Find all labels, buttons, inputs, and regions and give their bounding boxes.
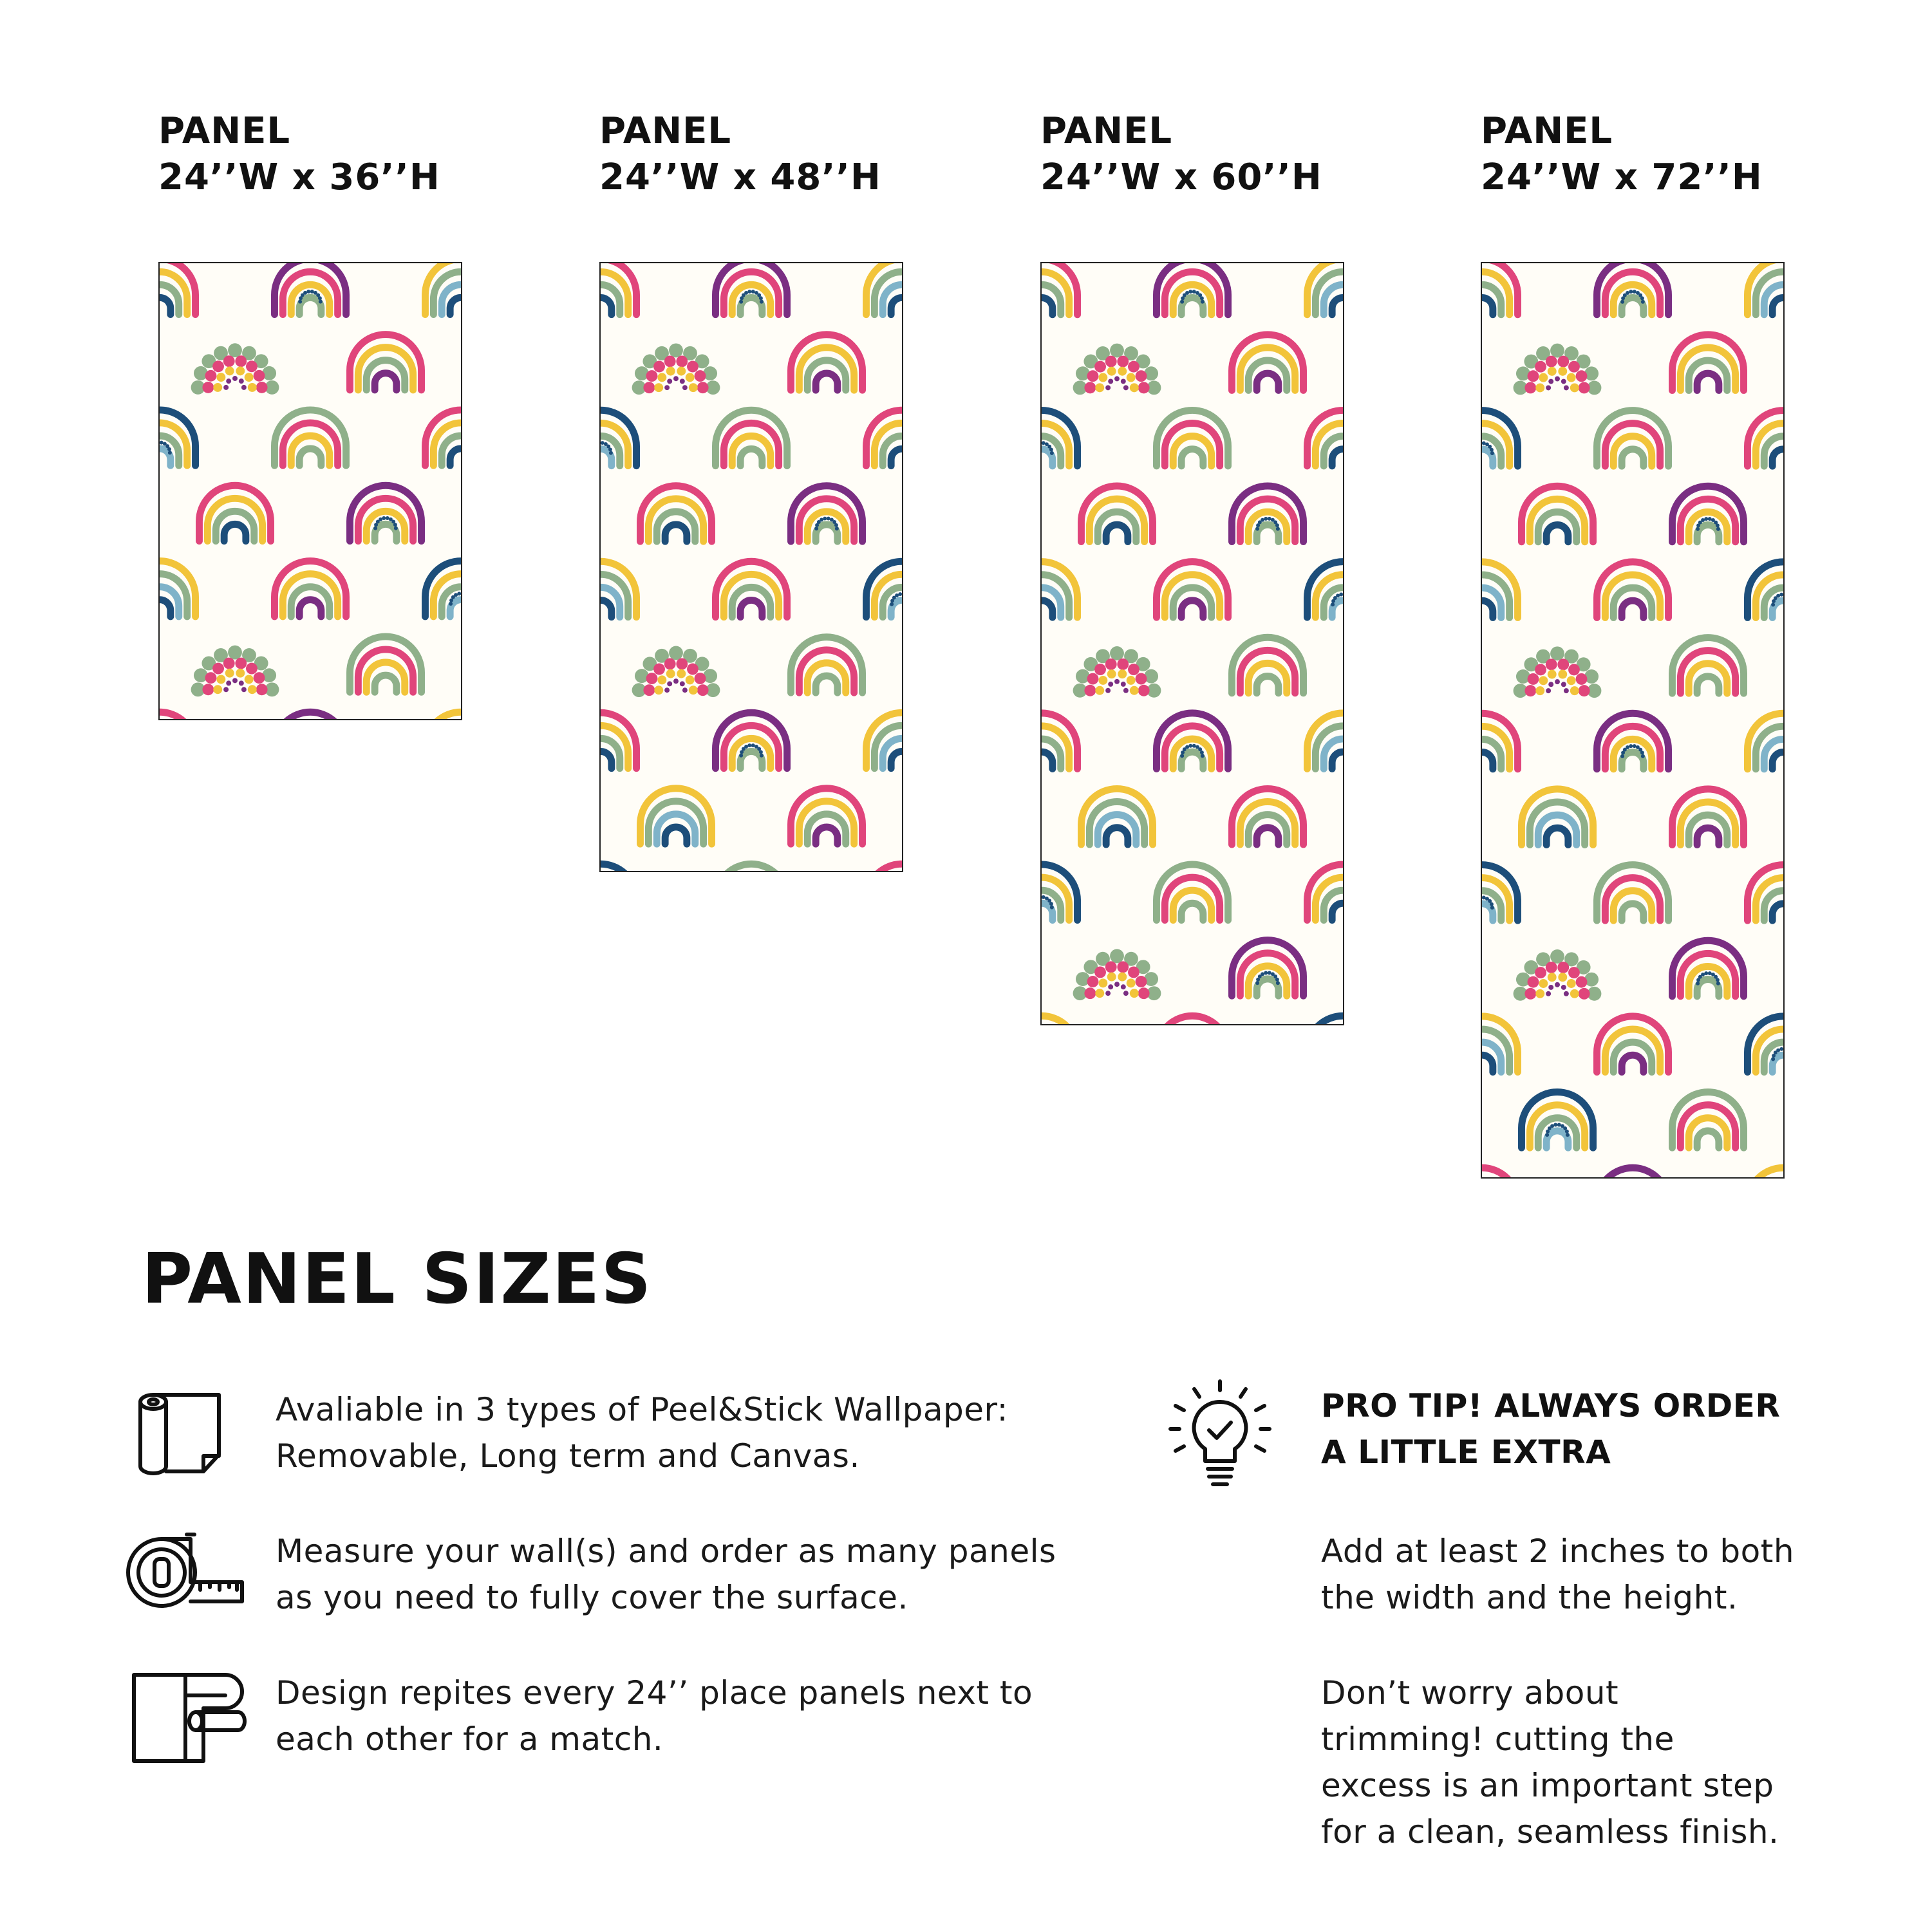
feature-3-text [276,1670,1106,1762]
tip-title-line-1: PRO TIP! ALWAYS ORDER [1321,1387,1781,1424]
tip-p2-line-2: trimming! cutting the [1321,1721,1674,1758]
panel-label-3-title: PANEL [1040,110,1173,152]
tip-title [1321,1383,1888,1475]
feature-1-line-2: Removable, Long term and Canvas. [276,1437,860,1475]
tip-paragraph-2 [1321,1670,1900,1855]
rainbow-pattern [1042,263,1343,1024]
rainbow-pattern [1482,263,1783,1177]
panel-label-3 [1040,108,1322,201]
panel-label-4-size: 24’’W x 72’’H [1481,156,1763,198]
panel-preview-36in [158,262,462,720]
panel-preview-72in [1481,262,1785,1179]
section-title: PANEL SIZES [142,1239,653,1320]
tip-p2-line-3: excess is an important step [1321,1767,1774,1804]
panel-label-2-title: PANEL [599,110,732,152]
tip-p1-line-1: Add at least 2 inches to both [1321,1533,1795,1570]
rainbow-pattern [160,263,461,719]
panel-label-4-title: PANEL [1481,110,1613,152]
feature-3-line-1: Design repites every 24’’ place panels next to [276,1674,1033,1712]
panel-label-1-title: PANEL [158,110,291,152]
wallpaper-roll-icon [134,1389,230,1479]
rainbow-pattern [601,263,902,871]
panel-preview-48in [599,262,903,872]
lightbulb-check-icon [1165,1379,1275,1495]
panel-label-2 [599,108,881,201]
feature-2-line-2: as you need to fully cover the surface. [276,1579,908,1616]
tip-paragraph-1 [1321,1528,1900,1621]
feature-1-text [276,1386,1106,1479]
tip-p2-line-4: for a clean, seamless finish. [1321,1813,1779,1851]
tip-title-line-2: A LITTLE EXTRA [1321,1433,1611,1471]
tape-measure-icon [126,1531,246,1614]
panel-label-2-size: 24’’W x 48’’H [599,156,881,198]
tip-p1-line-2: the width and the height. [1321,1579,1738,1616]
panel-roll-icon [129,1670,251,1766]
feature-2-text [276,1528,1106,1621]
feature-1-line-1: Avaliable in 3 types of Peel&Stick Wallpaper: [276,1391,1009,1428]
tip-p2-line-1: Don’t worry about [1321,1674,1619,1712]
panel-label-1 [158,108,440,201]
panel-label-1-size: 24’’W x 36’’H [158,156,440,198]
panel-preview-60in [1040,262,1344,1025]
feature-3-line-2: each other for a match. [276,1721,664,1758]
panel-label-4 [1481,108,1763,201]
panel-label-3-size: 24’’W x 60’’H [1040,156,1322,198]
feature-2-line-1: Measure your wall(s) and order as many panels [276,1533,1056,1570]
